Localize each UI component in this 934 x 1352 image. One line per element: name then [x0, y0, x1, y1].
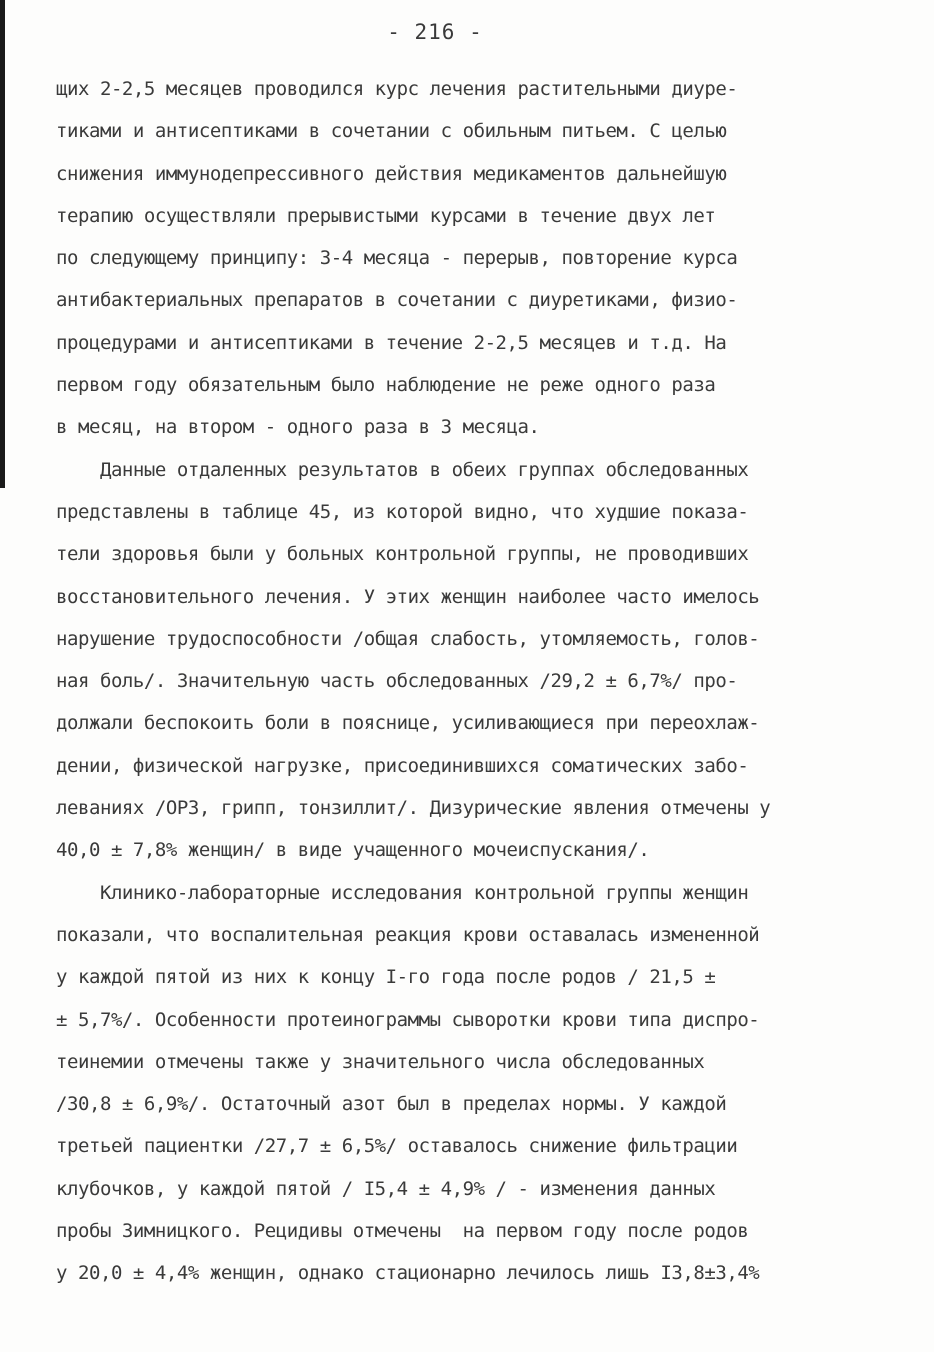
- text-line: в месяц, на втором - одного раза в 3 месяца.: [56, 416, 540, 439]
- text-line: тиками и антисептиками в сочетании с обильным питьем. С целью: [56, 120, 727, 143]
- page-number: - 216 -: [387, 20, 483, 44]
- text-line: ± 5,7%/. Особенности протеинограммы сыворотки крови типа диспро-: [56, 1008, 760, 1031]
- text-line: должали беспокоить боли в пояснице, усиливающиеся при переохлаж-: [56, 712, 760, 735]
- text-line: теинемии отмечены также у значительного числа обследованных: [56, 1050, 705, 1073]
- text-line: 40,0 ± 7,8% женщин/ в виде учащенного мочеиспускания/.: [56, 839, 650, 862]
- text-line: леваниях /ОРЗ, грипп, тонзиллит/. Дизурические явления отмечены у: [56, 797, 771, 820]
- text-line: /30,8 ± 6,9%/. Остаточный азот был в пределах нормы. У каждой: [56, 1093, 727, 1116]
- text-line: представлены в таблице 45, из которой видно, что худшие показа-: [56, 500, 749, 523]
- text-line: тели здоровья были у больных контрольной группы, не проводивших: [56, 543, 749, 566]
- text-line: Клинико-лабораторные исследования контрольной группы женщин: [56, 881, 749, 904]
- body-text: [56, 68, 886, 1295]
- text-line: ная боль/. Значительную часть обследованных /29,2 ± 6,7%/ про-: [56, 670, 738, 693]
- text-line: восстановительного лечения. У этих женщин наиболее часто имелось: [56, 585, 760, 608]
- text-line: снижения иммунодепрессивного действия медикаментов дальнейшую: [56, 162, 727, 185]
- text-line: антибактериальных препаратов в сочетании с диуретиками, физио-: [56, 289, 738, 312]
- text-line: по следующему принципу: 3-4 месяца - перерыв, повторение курса: [56, 247, 738, 270]
- text-line: пробы Зимницкого. Рецидивы отмечены на первом году после родов: [56, 1220, 749, 1243]
- text-line: клубочков, у каждой пятой / I5,4 ± 4,9% / - изменения данных: [56, 1177, 716, 1200]
- text-line: процедурами и антисептиками в течение 2-2,5 месяцев и т.д. На: [56, 331, 727, 354]
- text-line: Данные отдаленных результатов в обеих группах обследованных: [56, 458, 749, 481]
- text-line: третьей пациентки /27,7 ± 6,5%/ оставалось снижение фильтрации: [56, 1135, 738, 1158]
- text-line: терапию осуществляли прерывистыми курсами в течение двух лет: [56, 204, 716, 227]
- text-line: дении, физической нагрузке, присоединившихся соматических забо-: [56, 754, 749, 777]
- text-line: у каждой пятой из них к концу I-го года после родов / 21,5 ±: [56, 966, 716, 989]
- text-line: показали, что воспалительная реакция крови оставалась измененной: [56, 923, 760, 946]
- text-line: нарушение трудоспособности /общая слабость, утомляемость, голов-: [56, 627, 760, 650]
- scan-edge-shadow: [0, 0, 5, 488]
- text-line: у 20,0 ± 4,4% женщин, однако стационарно лечилось лишь I3,8±3,4%: [56, 1262, 760, 1285]
- text-line: щих 2-2,5 месяцев проводился курс лечения растительными диуре-: [56, 78, 738, 100]
- text-line: первом году обязательным было наблюдение не реже одного раза: [56, 374, 716, 397]
